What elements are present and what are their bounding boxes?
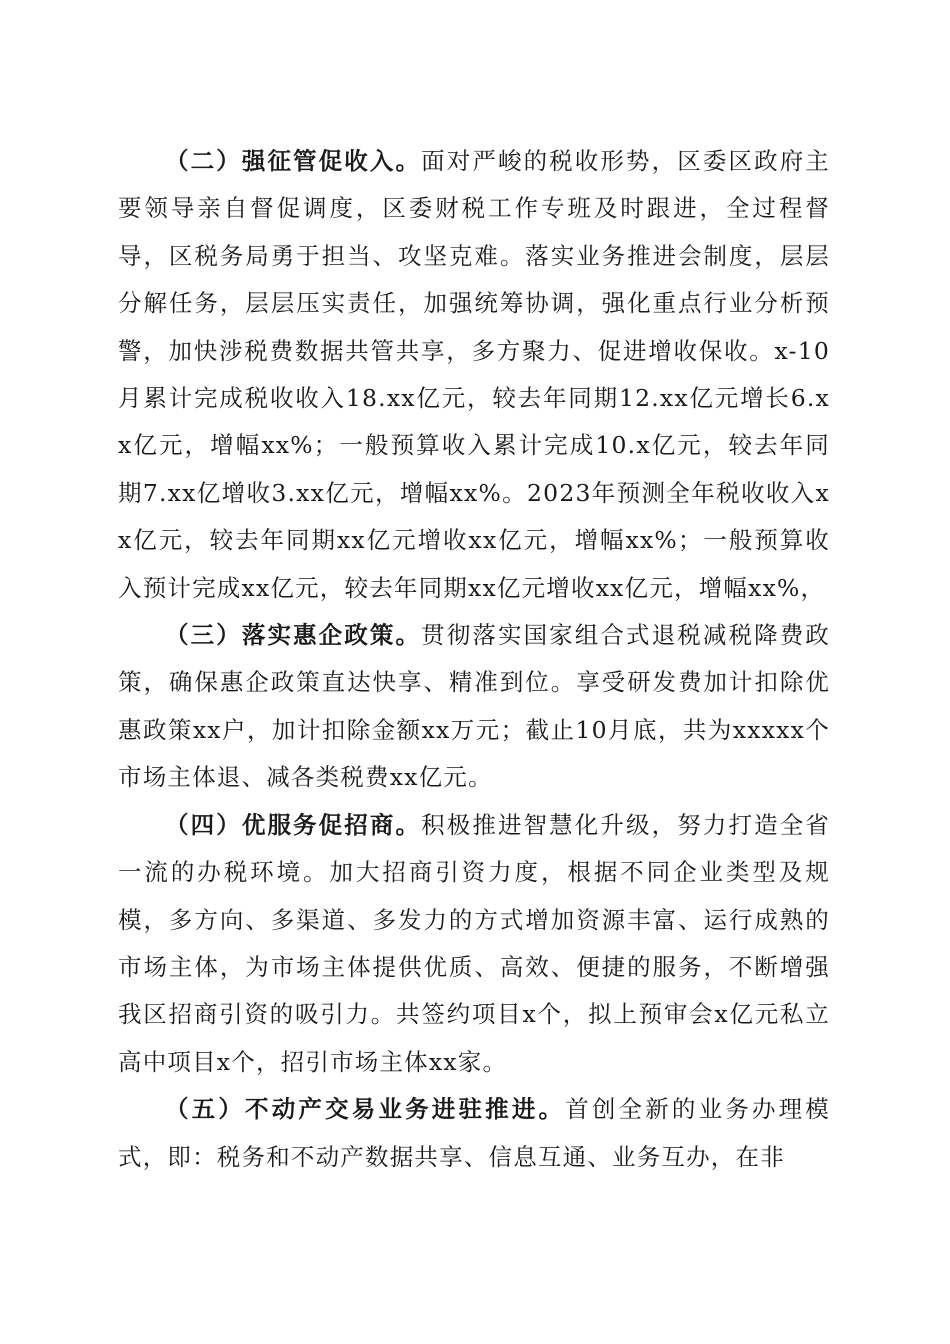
paragraph-heading: （三）落实惠企政策。	[165, 621, 422, 650]
paragraph-heading: （五）不动产交易业务进驻推进。	[165, 1095, 566, 1124]
paragraph-text: 面对严峻的税收形势，区委区政府主要领导亲自督促调度，区委财税工作专班及时跟进，全过程督导，区税务局勇于担当、攻坚克难。落实业务推进会制度，层层分解任务，层层压实责任，加强统筹协调，强化重点行业分析预警，加快涉税费数据共管共享，多方聚力、促进增收保收。x-10月累计完成税收收入18.xx亿元，较去年同期12.xx亿元增长6.xx亿元，增幅xx%；一般预算收入累计完成10.x亿元，较去年同期7.xx亿增收3.xx亿元，增幅xx%。2023年预测全年税收收入xx亿元，较去年同期xx亿元增收xx亿元，增幅xx%；一般预算收入预计完成xx亿元，较去年同期xx亿元增收xx亿元，增幅xx%，	[118, 147, 831, 602]
paragraph-heading: （二）强征管促收入。	[165, 147, 422, 175]
paragraph-tax-collection	[118, 138, 830, 612]
paragraph-heading: （四）优服务促招商。	[165, 810, 422, 839]
paragraph-text: 贯彻落实国家组合式退税减税降费政策，确保惠企政策直达快享、精准到位。享受研发费加计扣除优惠政策xx户，加计扣除金额xx万元；截止10月底，共为xxxxx个市场主体退、减各类税费xx亿元。	[118, 621, 831, 792]
paragraph-enterprise-policy	[118, 612, 830, 802]
document-body	[118, 138, 830, 1181]
paragraph-real-estate	[118, 1086, 830, 1181]
paragraph-text: 积极推进智慧化升级，努力打造全省一流的办税环境。加大招商引资力度，根据不同企业类型及规模，多方向、多渠道、多发力的方式增加资源丰富、运行成熟的市场主体，为市场主体提供优质、高效、便捷的服务，不断增强我区招商引资的吸引力。共签约项目x个，拟上预审会x亿元私立高中项目x个，招引市场主体xx家。	[118, 810, 831, 1076]
paragraph-text: 首创全新的业务办理模式，即：税务和不动产数据共享、信息互通、业务互办，在非	[118, 1095, 830, 1171]
paragraph-service-investment	[118, 802, 830, 1086]
